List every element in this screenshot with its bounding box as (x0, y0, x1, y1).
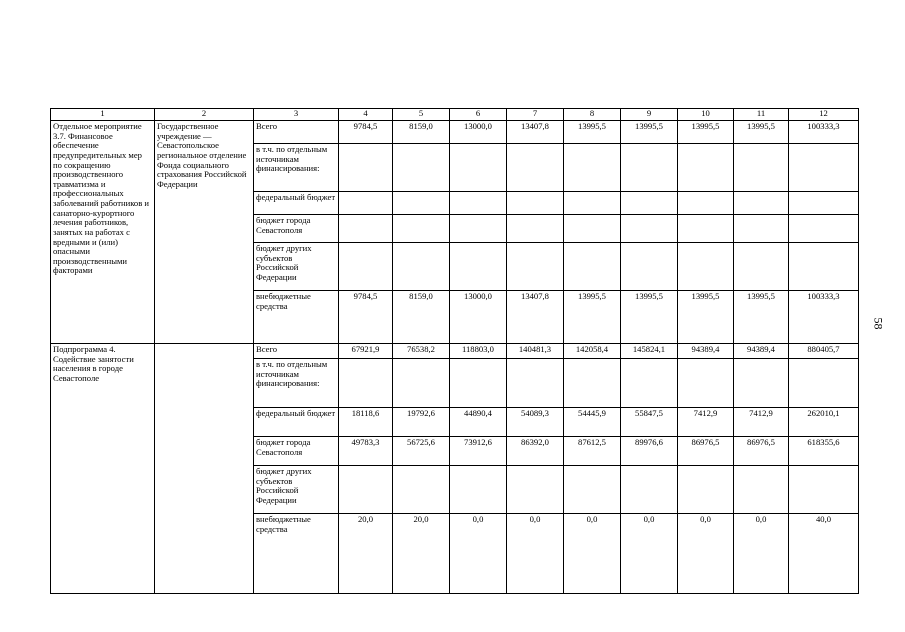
value-cell (450, 359, 507, 408)
value-cell: 76538,2 (393, 344, 450, 359)
value-cell: 13000,0 (450, 121, 507, 144)
funding-source-cell: Всего (254, 121, 339, 144)
value-cell (789, 359, 859, 408)
value-cell (339, 243, 393, 291)
value-cell (678, 144, 734, 192)
value-cell: 0,0 (678, 514, 734, 594)
value-cell (450, 466, 507, 514)
value-cell: 0,0 (621, 514, 678, 594)
value-cell (507, 359, 564, 408)
value-cell: 13995,5 (678, 121, 734, 144)
value-cell (564, 144, 621, 192)
budget-table (50, 108, 859, 594)
header-cell: 12 (789, 109, 859, 121)
value-cell: 86392,0 (507, 437, 564, 466)
value-cell (393, 144, 450, 192)
value-cell (339, 144, 393, 192)
section-name-cell: Подпрограмма 4. Содействие занятости населения в городе Севастополе (51, 344, 155, 594)
value-cell (339, 359, 393, 408)
value-cell: 19792,6 (393, 408, 450, 437)
value-cell: 13995,5 (564, 121, 621, 144)
value-cell: 94389,4 (734, 344, 789, 359)
funding-source-cell: бюджет города Севастополя (254, 215, 339, 243)
value-cell: 7412,9 (678, 408, 734, 437)
value-cell: 140481,3 (507, 344, 564, 359)
header-cell: 3 (254, 109, 339, 121)
value-cell (789, 192, 859, 215)
value-cell: 87612,5 (564, 437, 621, 466)
value-cell (507, 215, 564, 243)
funding-source-cell: внебюджетные средства (254, 514, 339, 594)
value-cell (393, 466, 450, 514)
funding-source-cell: Всего (254, 344, 339, 359)
value-cell (339, 192, 393, 215)
value-cell (734, 192, 789, 215)
value-cell: 86976,5 (734, 437, 789, 466)
value-cell: 54089,3 (507, 408, 564, 437)
value-cell (564, 243, 621, 291)
value-cell (507, 466, 564, 514)
header-cell: 7 (507, 109, 564, 121)
value-cell: 100333,3 (789, 291, 859, 344)
value-cell: 94389,4 (678, 344, 734, 359)
value-cell: 880405,7 (789, 344, 859, 359)
header-cell: 1 (51, 109, 155, 121)
value-cell (621, 144, 678, 192)
header-cell: 10 (678, 109, 734, 121)
value-cell: 0,0 (564, 514, 621, 594)
value-cell: 67921,9 (339, 344, 393, 359)
value-cell: 9784,5 (339, 121, 393, 144)
value-cell: 0,0 (507, 514, 564, 594)
value-cell: 73912,6 (450, 437, 507, 466)
value-cell: 13995,5 (564, 291, 621, 344)
value-cell: 13995,5 (621, 291, 678, 344)
value-cell (734, 144, 789, 192)
value-cell: 40,0 (789, 514, 859, 594)
value-cell (507, 144, 564, 192)
value-cell: 13995,5 (621, 121, 678, 144)
header-cell: 6 (450, 109, 507, 121)
value-cell (393, 215, 450, 243)
value-cell (734, 243, 789, 291)
value-cell: 7412,9 (734, 408, 789, 437)
funding-source-cell: бюджет других субъектов Российской Федерации (254, 466, 339, 514)
value-cell: 145824,1 (621, 344, 678, 359)
value-cell: 13407,8 (507, 291, 564, 344)
header-cell: 4 (339, 109, 393, 121)
value-cell (621, 466, 678, 514)
value-cell: 118803,0 (450, 344, 507, 359)
value-cell (734, 215, 789, 243)
value-cell (621, 192, 678, 215)
funding-source-cell: федеральный бюджет (254, 408, 339, 437)
executor-cell (155, 344, 254, 594)
value-cell: 13995,5 (734, 291, 789, 344)
value-cell (450, 144, 507, 192)
value-cell: 49783,3 (339, 437, 393, 466)
funding-source-cell: бюджет других субъектов Российской Федерации (254, 243, 339, 291)
value-cell (678, 466, 734, 514)
value-cell (678, 215, 734, 243)
value-cell: 618355,6 (789, 437, 859, 466)
value-cell: 142058,4 (564, 344, 621, 359)
value-cell (393, 192, 450, 215)
value-cell: 0,0 (734, 514, 789, 594)
value-cell (450, 215, 507, 243)
value-cell (678, 243, 734, 291)
value-cell: 8159,0 (393, 121, 450, 144)
header-cell: 9 (621, 109, 678, 121)
value-cell: 13407,8 (507, 121, 564, 144)
value-cell: 18118,6 (339, 408, 393, 437)
value-cell (734, 466, 789, 514)
value-cell: 55847,5 (621, 408, 678, 437)
funding-source-cell: внебюджетные средства (254, 291, 339, 344)
value-cell (339, 466, 393, 514)
value-cell (507, 192, 564, 215)
value-cell: 54445,9 (564, 408, 621, 437)
value-cell (564, 466, 621, 514)
value-cell: 0,0 (450, 514, 507, 594)
value-cell (678, 192, 734, 215)
header-cell: 11 (734, 109, 789, 121)
value-cell (734, 359, 789, 408)
value-cell (564, 359, 621, 408)
value-cell (564, 192, 621, 215)
value-cell: 13000,0 (450, 291, 507, 344)
value-cell: 13995,5 (678, 291, 734, 344)
table-body (51, 109, 859, 594)
value-cell (621, 243, 678, 291)
value-cell (789, 243, 859, 291)
value-cell: 20,0 (339, 514, 393, 594)
value-cell: 13995,5 (734, 121, 789, 144)
header-cell: 2 (155, 109, 254, 121)
value-cell: 9784,5 (339, 291, 393, 344)
executor-cell: Государственное учреждение — Севастопольское региональное отделение Фонда социального страхования Российской Федерации (155, 121, 254, 344)
value-cell: 86976,5 (678, 437, 734, 466)
value-cell: 56725,6 (393, 437, 450, 466)
funding-source-cell: в т.ч. по отдельным источникам финансирования: (254, 144, 339, 192)
funding-source-cell: бюджет города Севастополя (254, 437, 339, 466)
value-cell (621, 359, 678, 408)
header-cell: 5 (393, 109, 450, 121)
value-cell (621, 215, 678, 243)
value-cell: 100333,3 (789, 121, 859, 144)
value-cell (678, 359, 734, 408)
value-cell (789, 466, 859, 514)
value-cell: 262010,1 (789, 408, 859, 437)
value-cell: 89976,6 (621, 437, 678, 466)
value-cell (339, 215, 393, 243)
funding-source-cell: в т.ч. по отдельным источникам финансирования: (254, 359, 339, 408)
value-cell (789, 215, 859, 243)
value-cell: 8159,0 (393, 291, 450, 344)
header-cell: 8 (564, 109, 621, 121)
value-cell (564, 215, 621, 243)
value-cell (507, 243, 564, 291)
page-number: 58 (871, 317, 886, 330)
value-cell: 20,0 (393, 514, 450, 594)
funding-source-cell: федеральный бюджет (254, 192, 339, 215)
value-cell (393, 243, 450, 291)
table-row (51, 121, 859, 144)
section-name-cell: Отдельное мероприятие 3.7. Финансовое обеспечение предупредительных мер по сокращению производственного травматизма и профессиональных заболеваний работников и санаторно-курортного лечения работников, занятых на работах с вредными и (или) опасными производственными факторами (51, 121, 155, 344)
value-cell (450, 192, 507, 215)
value-cell: 44890,4 (450, 408, 507, 437)
value-cell (393, 359, 450, 408)
value-cell (450, 243, 507, 291)
header-row (51, 109, 859, 121)
table-row (51, 344, 859, 359)
value-cell (789, 144, 859, 192)
